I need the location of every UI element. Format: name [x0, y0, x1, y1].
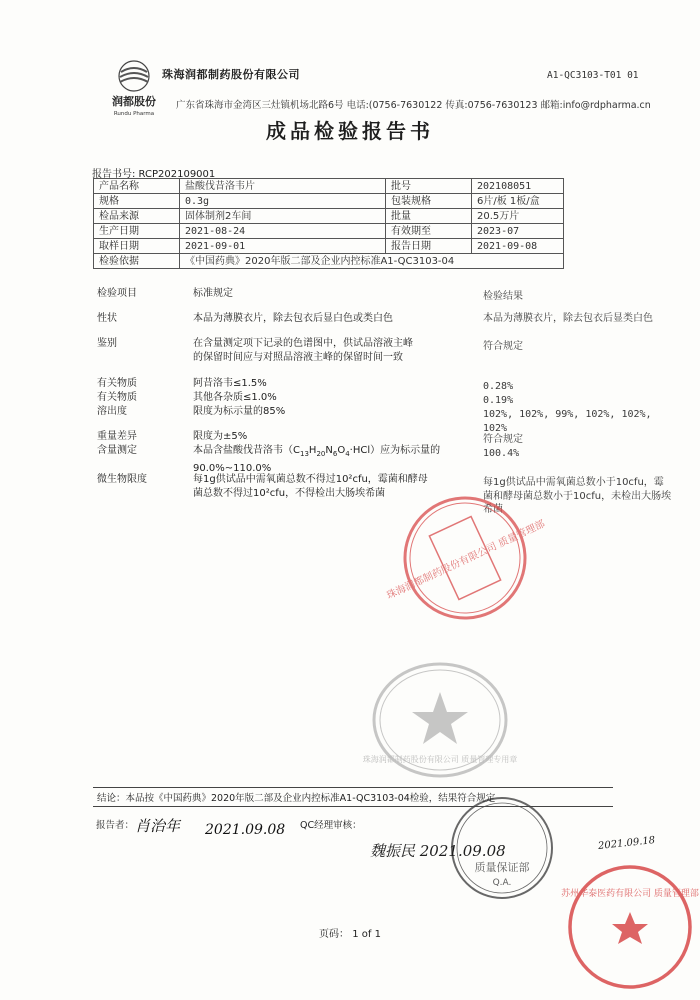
test-result: 0.28%	[483, 381, 514, 392]
assay-subscript: 6	[332, 450, 338, 458]
basis-label: 检验依据	[94, 254, 180, 269]
info-label: 报告日期	[386, 239, 472, 254]
column-header-result: 检验结果	[483, 291, 523, 302]
table-row	[94, 239, 564, 254]
test-result: 每1g供试品中需氧菌总数小于10cfu，霉菌和酵母菌总数小于10cfu，未检出大肠埃希菌	[483, 477, 672, 515]
test-item: 溶出度	[97, 406, 127, 417]
test-result: 符合规定	[483, 434, 523, 445]
info-label: 有效期至	[386, 224, 472, 239]
table-row	[94, 179, 564, 194]
gray-star-stamp	[362, 660, 518, 780]
test-item: 有关物质	[97, 378, 137, 389]
divider	[93, 787, 613, 788]
info-value: 20.5万片	[472, 209, 564, 224]
approver-signature: 魏振民 2021.09.08	[370, 842, 506, 860]
info-label: 产品名称	[94, 179, 180, 194]
logo-text: 润都股份	[112, 95, 156, 108]
assay-text: 本品含盐酸伐昔洛韦（C	[193, 445, 300, 456]
red-quality-stamp	[385, 493, 547, 623]
test-standard: 限度为标示量的85%	[193, 406, 286, 417]
assay-subscript: 4	[345, 450, 350, 458]
test-standard: 本品为薄膜衣片，除去包衣后显白色或类白色	[193, 313, 393, 324]
test-result: 本品为薄膜衣片，除去包衣后显类白色	[483, 313, 653, 324]
assay-subscript: 13	[299, 450, 309, 458]
column-header-standard: 标准规定	[193, 288, 233, 299]
info-label: 规格	[94, 194, 180, 209]
info-value: 固体制剂2车间	[180, 209, 386, 224]
assay-text: O	[337, 445, 346, 456]
company-address: 广东省珠海市金湾区三灶镇机场北路6号 电话:(0756-7630122 传真:0756-7630123 邮箱:info@rdpharma.cn	[176, 100, 651, 111]
customer-stamp-text: 苏州华泰医药有限公司 质量管理部	[561, 889, 699, 899]
test-standard: 阿昔洛韦≤1.5%	[193, 378, 267, 389]
product-info-table	[93, 178, 564, 269]
info-label: 取样日期	[94, 239, 180, 254]
red-stamp-text: 珠海润都制药股份有限公司 质量管理部	[385, 518, 547, 602]
qa-stamp-text: 质量保证部	[474, 861, 530, 874]
test-result: 0.19%	[483, 395, 514, 406]
info-value: 0.3g	[180, 194, 386, 209]
assay-subscript: 20	[316, 450, 326, 458]
company-logo	[108, 58, 160, 118]
column-header-item: 检验项目	[97, 288, 137, 299]
info-value: 2023-07	[472, 224, 564, 239]
test-result: 102%, 102%, 99%, 102%, 102%, 102%	[483, 409, 652, 434]
table-row	[94, 194, 564, 209]
test-item: 含量测定	[97, 445, 137, 456]
document-title: 成品检验报告书	[266, 119, 434, 143]
test-result: 符合规定	[483, 341, 523, 352]
info-value: 2021-09-08	[472, 239, 564, 254]
info-label: 生产日期	[94, 224, 180, 239]
approver-date: 2021.09.18	[597, 835, 656, 852]
test-standard: 其他各杂质≤1.0%	[193, 392, 277, 403]
report-number: 报告书号: RCP202109001	[92, 169, 216, 180]
reporter-signature: 肖治年	[135, 817, 181, 835]
logo-subtext: Rundu Pharma	[113, 111, 155, 117]
table-row	[94, 254, 564, 269]
conclusion: 结论：本品按《中国药典》2020年版二部及企业内控标准A1-QC3103-04检验，结果符合规定	[97, 793, 496, 804]
info-value: 6片/板 1板/盒	[472, 194, 564, 209]
assay-text: N	[325, 445, 333, 456]
basis-value: 《中国药典》2020年版二部及企业内控标准A1-QC3103-04	[180, 254, 564, 269]
reporter-date: 2021.09.08	[205, 822, 286, 838]
assay-text: ·HCl）应为标示量的90.0%~110.0%	[193, 445, 441, 474]
test-standard: 限度为±5%	[193, 431, 248, 442]
test-item: 微生物限度	[97, 474, 147, 485]
test-item: 性状	[97, 313, 117, 324]
info-value: 2021-08-24	[180, 224, 386, 239]
info-label: 包装规格	[386, 194, 472, 209]
info-value: 盐酸伐昔洛韦片	[180, 179, 386, 194]
document-code: A1-QC3103-T01 01	[547, 70, 639, 81]
test-standard: 每1g供试品中需氧菌总数不得过10²cfu，霉菌和酵母菌总数不得过10²cfu，不得检出大肠埃希菌	[193, 474, 428, 499]
assay-standard	[193, 444, 463, 475]
test-item: 重量差异	[97, 431, 137, 442]
info-label: 批号	[386, 179, 472, 194]
test-item: 鉴别	[97, 338, 117, 349]
qc-manager-label: QC经理审核：	[300, 820, 362, 831]
table-row	[94, 209, 564, 224]
test-item: 有关物质	[97, 392, 137, 403]
info-label: 检品来源	[94, 209, 180, 224]
test-result: 100.4%	[483, 448, 520, 459]
table-row	[94, 224, 564, 239]
qa-stamp-mark: Q.A.	[492, 878, 512, 888]
gray-stamp-text: 珠海润都制药股份有限公司 质量管理专用章	[362, 755, 518, 764]
info-label: 批量	[386, 209, 472, 224]
divider	[93, 806, 613, 807]
assay-text: H	[308, 445, 317, 456]
info-value: 2021-09-01	[180, 239, 386, 254]
reporter-label: 报告者：	[96, 820, 135, 831]
info-value: 202108051	[472, 179, 564, 194]
company-name: 珠海润都制药股份有限公司	[162, 68, 300, 81]
test-standard: 在含量测定项下记录的色谱图中，供试品溶液主峰的保留时间应与对照品溶液主峰的保留时间一致	[193, 338, 413, 363]
page-number: 页码： 1 of 1	[319, 929, 381, 940]
